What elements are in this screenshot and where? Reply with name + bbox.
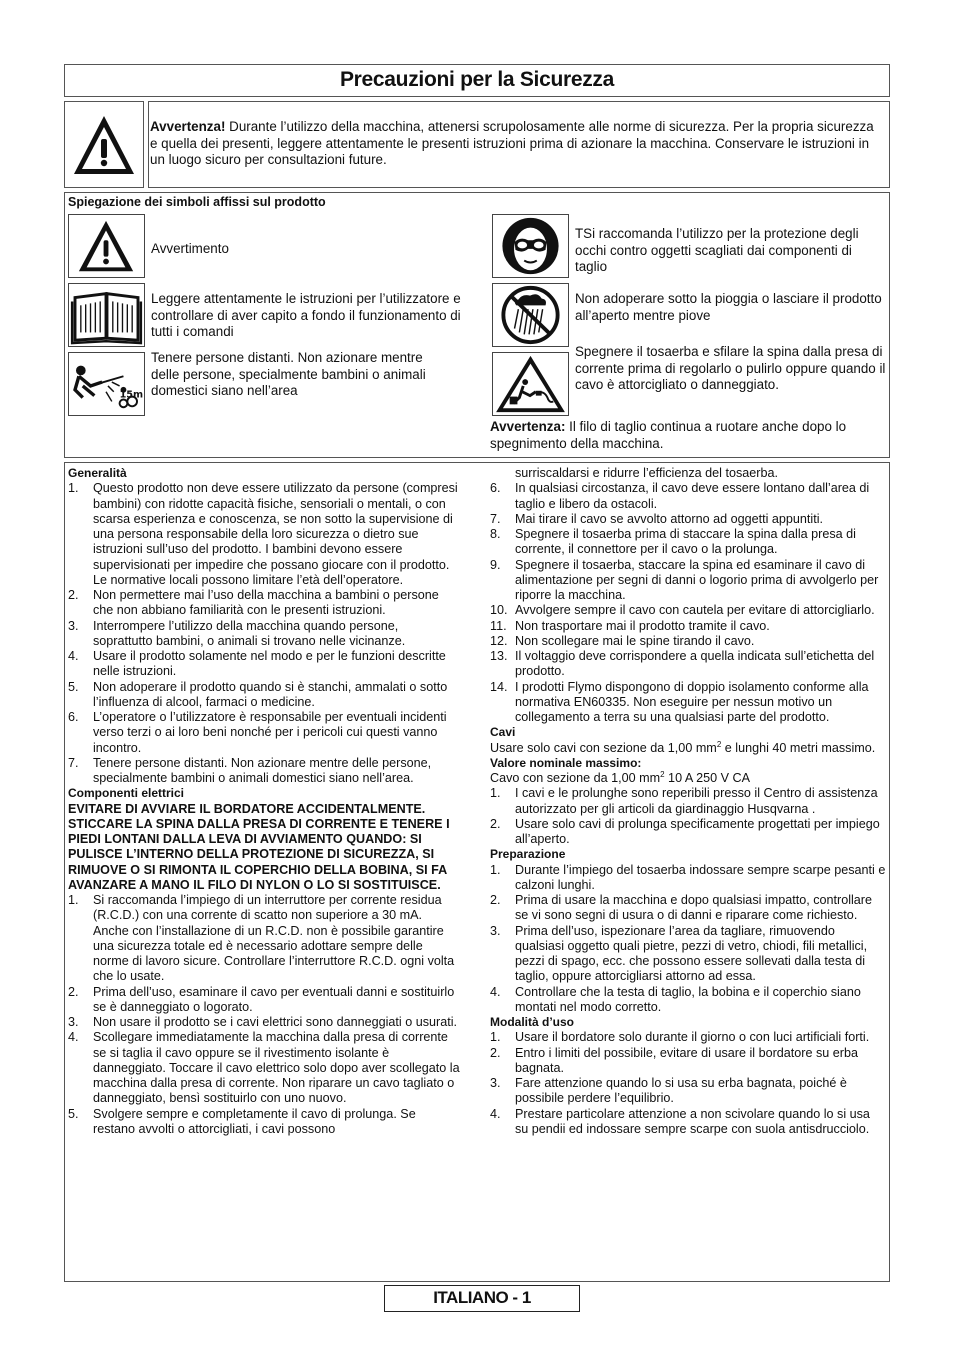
symbols-note-label: Avvertenza: [490, 419, 566, 434]
cables-heading: Cavi [490, 725, 516, 740]
electric-list [68, 893, 460, 1137]
list-item-number: 7. [68, 755, 79, 770]
list-item-text: Questo prodotto non deve essere utilizzato da persone (compresi bambini) con ridotte capacità fisiche, sensoriali o mentali, o con scarsa esperienza e conoscenza, se non sotto la supervisione di una persona responsabile della loro sicurezza o dietro sue istruzioni sull’uso del prodotto. I bambini devono essere supervisionati per impedire che possano giocare con il prodotto. Le normative locali possono limitare l’età dell’operatore. [93, 481, 458, 587]
warning-icon-box [64, 101, 144, 188]
list-item-text: Spegnere il tosaerba prima di staccare la spina dalla presa di corrente, il connettore per il cavo o la prolunga. [515, 527, 856, 557]
list-item [490, 680, 886, 726]
list-item-text: Svolgere sempre e completamente il cavo di prolunga. Se restano avvolti o attorcigliati, i cavi possono [93, 1106, 416, 1136]
list-item-text: Usare solo cavi di prolunga specificamente progettati per impiego all’aperto. [515, 816, 880, 846]
page-footer: ITALIANO - 1 [433, 1288, 531, 1307]
warning-triangle-icon [69, 215, 144, 277]
cables-text-b: e lunghi 40 metri massimo. [721, 740, 876, 755]
list-item-number: 2. [490, 893, 501, 907]
list-item [490, 512, 886, 527]
electric-cont-list [490, 481, 886, 725]
electric-continuation: surriscaldarsi e ridurre l’efficienza del tosaerba. [515, 466, 778, 480]
list-item [68, 756, 460, 787]
list-item [490, 786, 886, 817]
warning-text: Durante l’utilizzo della macchina, attenersi scrupolosamente alle norme di sicurezza. Per la propria sicurezza e quella dei presenti, leggere attentamente le presenti istruzioni prima di azionare la macchina. Conservare le istruzioni in un luogo sicuro per consultazioni future. [150, 119, 874, 167]
list-item [68, 1107, 460, 1138]
list-item-text: I prodotti Flymo dispongono di doppio isolamento conforme alla normativa EN60335. Non eseguire per nessun motivo un collegamento a terra su una qualsiasi parte del prodotto. [515, 679, 869, 724]
list-item-text: Usare il prodotto solamente nel modo e per le funzioni descritte nelle istruzioni. [93, 649, 446, 679]
rating-text-b: 10 A 250 V CA [664, 771, 750, 785]
list-item-number: 2. [490, 1045, 501, 1060]
rating-text [490, 771, 886, 786]
warning-triangle-icon [71, 112, 137, 178]
list-item-number: 5. [68, 1106, 79, 1121]
list-item-text: Prima dell’uso, esaminare il cavo per eventuali danni e sostituirlo se è danneggiato o logorato. [93, 984, 455, 1014]
svg-text:15m: 15m [119, 389, 144, 401]
list-item [490, 1030, 886, 1045]
symbol-unplug [492, 352, 569, 416]
list-item [490, 558, 886, 604]
symbol-read-manual-text: Leggere attentamente le istruzioni per l’utilizzatore e controllare di aver capito a fondo il funzionamento di tutti i comandi [151, 291, 461, 339]
list-item-text: Prima dell’uso, ispezionare l’area da tagliare, rimuovendo qualsiasi oggetto quali pietre, pezzi di vetro, chiodi, fili metallici, pezzi di spago, ecc. che possono essere sollevati dalla testa di taglio, oppure attorcigliarsi attorno ad essa. [515, 923, 868, 984]
footer-box [384, 1285, 580, 1312]
list-item-number: 2. [68, 984, 79, 999]
list-item-number: 1. [68, 481, 79, 496]
symbols-note [490, 419, 886, 452]
usage-list [490, 1030, 886, 1137]
list-item [490, 527, 886, 558]
list-item-number: 3. [68, 618, 79, 633]
list-item-text: Scollegare immediatamente la macchina dalla presa di corrente se si taglia il cavo oppure se il rivestimento isolante è danneggiato. Toccare il cavo elettrico solo dopo aver scollegato la macchina dalla presa di corrente. Non riparare un cavo tagliato o danneggiato, bensì sostituirlo con uno nuovo. [93, 1030, 460, 1106]
right-column [490, 466, 886, 1137]
list-item [490, 1076, 886, 1107]
read-manual-icon [69, 284, 144, 346]
list-item-text: Non usare il prodotto se i cavi elettrici sono danneggiati o usurati. [93, 1015, 458, 1029]
list-item-number: 2. [68, 588, 79, 602]
list-item-number: 1. [490, 862, 501, 877]
list-item-text: Avvolgere sempre il cavo con cautela per evitare di attorcigliarlo. [515, 603, 875, 618]
symbol-eye-protection [492, 214, 569, 278]
symbol-no-rain [492, 283, 569, 347]
cables-sup: 2 [716, 739, 722, 749]
list-item-text: Non scollegare mai le spine tirando il cavo. [515, 633, 755, 648]
list-item-text: Durante l’impiego del tosaerba indossare sempre scarpe pesanti e calzoni lunghi. [515, 862, 886, 892]
list-item-number: 3. [490, 1076, 501, 1090]
list-item-text: In qualsiasi circostanza, il cavo deve essere lontano dall’area di taglio e libero da ostacoli. [515, 481, 870, 511]
list-item [68, 893, 460, 985]
list-item-text: Tenere persone distanti. Non azionare mentre delle persone, specialmente bambini o animali domestici siano nell’area. [93, 755, 432, 785]
prep-heading: Preparazione [490, 847, 566, 862]
list-item-number: 4. [490, 1106, 501, 1121]
list-item-number: 4. [490, 984, 501, 999]
symbols-heading: Spiegazione dei simboli affissi sul prodotto [68, 195, 326, 209]
title-box [64, 64, 890, 97]
list-item-text: Fare attenzione quando lo si usa su erba bagnata, poiché è possibile perdere l’equilibrio. [515, 1076, 847, 1106]
symbols-note-text: Il filo di taglio continua a ruotare anche dopo lo spegnimento della macchina. [490, 419, 847, 451]
list-item-text: Controllare che la testa di taglio, la bobina e il coperchio siano montati nel modo corretto. [515, 984, 861, 1014]
eye-protection-icon [493, 215, 568, 277]
list-item-number: 1. [68, 893, 79, 907]
list-item [490, 985, 886, 1016]
list-item-number: 10. [490, 603, 508, 618]
electric-caps-warning: EVITARE DI AVVIARE IL BORDATORE ACCIDENTALMENTE. STICCARE LA SPINA DALLA PRESA DI CORRENTE E TENERE I PIEDI LONTANI DALLA LEVA DI AVVIAMENTO QUANDO: SI PULISCE L’INTERNO DELLA PROTEZIONE DI SICUREZZA, SI RIMUOVE O SI RIMONTA IL COPERCHIO DELLA BOBINA, SI FA AVANZARE A MANO IL FILO DI NYLON O LO SI SOSTITUISCE. [68, 801, 450, 892]
left-column [68, 466, 460, 1137]
list-item [490, 619, 886, 634]
cables-text [490, 741, 886, 756]
list-item-number: 7. [490, 511, 501, 526]
list-item-number: 6. [490, 481, 501, 496]
symbol-unplug-text: Spegnere il tosaerba e sfilare la spina dalla presa di corrente prima di regolarlo o pulirlo oppure quando il cavo è attorcigliato o danneggiato. [575, 344, 886, 392]
list-item-number: 12. [490, 633, 508, 648]
cables-text-a: Usare solo cavi con sezione da 1,00 mm [490, 740, 717, 755]
symbol-warning [68, 214, 145, 278]
page-title: Precauzioni per la Sicurezza [339, 68, 615, 91]
symbol-warning-text: Avvertimento [151, 241, 229, 256]
list-item-text: Prima di usare la macchina e dopo qualsiasi impatto, controllare se vi sono segni di usura o di danni e riparare come richiesto. [515, 893, 873, 923]
usage-heading: Modalità d’uso [490, 1015, 574, 1029]
list-item [68, 985, 460, 1016]
list-item [68, 1030, 460, 1106]
list-item-text: Non trasportare mai il prodotto tramite il cavo. [515, 618, 770, 633]
list-item-text: Entro i limiti del possibile, evitare di usare il bordatore su erba bagnata. [515, 1045, 858, 1075]
list-item [490, 1107, 886, 1138]
rating-heading: Valore nominale massimo: [490, 755, 642, 770]
symbol-read-manual [68, 283, 145, 347]
list-item [68, 649, 460, 680]
list-item [68, 710, 460, 756]
list-item [490, 924, 886, 985]
list-item-text: Il voltaggio deve corrispondere a quella indicata sull’etichetta del prodotto. [515, 649, 875, 679]
list-item-number: 4. [68, 649, 79, 663]
symbol-keep-away [68, 352, 145, 416]
list-item [490, 863, 886, 894]
list-item-number: 1. [490, 1030, 501, 1045]
rating-sup: 2 [660, 769, 665, 779]
list-item-text: Si raccomanda l’impiego di un interruttore per corrente residua (R.C.D.) con una corrente di scatto non superiore a 30 mA. Anche con l’installazione di un R.C.D. non è possibile garantire una sicurezza totale ed è necessario adottare sempre delle norme di lavoro sicure. Controllare l’interruttore R.C.D. ogni volta che lo usate. [93, 893, 455, 984]
warning-label: Avvertenza! [150, 119, 226, 134]
unplug-warning-icon [493, 353, 568, 415]
list-item-text: Usare il bordatore solo durante il giorno o con luci artificiali forti. [515, 1030, 870, 1045]
list-item-number: 3. [490, 923, 501, 938]
list-item [490, 649, 886, 680]
warning-text-box [148, 101, 890, 188]
list-item [490, 1046, 886, 1077]
list-item-text: Non permettere mai l’uso della macchina a bambini o persone che non abbiano familiarità con le presenti istruzioni. [93, 588, 439, 618]
list-item-text: L’operatore o l’utilizzatore è responsabile per eventuali incidenti verso terzi o ai loro beni nonché per i pericoli cui questi vanno incontro. [93, 710, 447, 755]
warning-paragraph [150, 119, 880, 169]
list-item [490, 481, 886, 512]
list-item-number: 3. [68, 1015, 79, 1029]
symbol-keep-away-text: Tenere persone distanti. Non azionare mentre delle persone, specialmente bambini o animali domestici siano nell’area [151, 350, 426, 398]
list-item [68, 481, 460, 588]
list-item-text: Prestare particolare attenzione a non scivolare quando lo si usa su pendii ed indossare sempre scarpe con suola antisdrucciolo. [515, 1106, 870, 1136]
list-item-number: 5. [68, 679, 79, 694]
rating-text-a: Cavo con sezione da 1,00 mm [490, 771, 661, 785]
list-item [490, 893, 886, 924]
no-rain-icon [493, 284, 568, 346]
list-item-text: Mai tirare il cavo se avvolto attorno ad oggetti appuntiti. [515, 511, 824, 526]
list-item-number: 14. [490, 679, 508, 694]
general-list [68, 481, 460, 786]
list-item-number: 2. [490, 816, 501, 831]
rating-list [490, 786, 886, 847]
list-item-text: I cavi e le prolunghe sono reperibili presso il Centro di assistenza autorizzato per gli articoli da giardinaggio Husqvarna . [515, 786, 878, 816]
list-item-number: 1. [490, 786, 501, 801]
list-item-number: 4. [68, 1030, 79, 1045]
list-item [490, 817, 886, 848]
list-item-number: 9. [490, 557, 501, 572]
list-item [490, 603, 886, 618]
general-heading: Generalità [68, 466, 127, 480]
list-item-number: 6. [68, 710, 79, 724]
list-item [490, 634, 886, 649]
symbol-eye-protection-text: TSi raccomanda l’utilizzo per la protezione degli occhi contro oggetti scagliati dai componenti di taglio [575, 226, 859, 274]
symbol-no-rain-text: Non adoperare sotto la pioggia o lasciare il prodotto all’aperto mentre piove [575, 291, 882, 323]
prep-list [490, 863, 886, 1016]
list-item [68, 588, 460, 619]
list-item-number: 13. [490, 649, 508, 663]
list-item [68, 1015, 460, 1030]
list-item-number: 8. [490, 527, 501, 541]
body-section [64, 462, 890, 1282]
keep-bystanders-away-icon [69, 353, 144, 415]
electric-heading: Componenti elettrici [68, 786, 185, 801]
list-item-text: Non adoperare il prodotto quando si è stanchi, ammalati o sotto l’influenza di alcool, farmaci o medicine. [93, 679, 448, 709]
list-item-number: 11. [490, 618, 507, 633]
symbols-section [64, 192, 890, 458]
list-item-text: Spegnere il tosaerba, staccare la spina ed esaminare il cavo di alimentazione per segni di danni o logorio prima di avvolgerlo per riporre la macchina. [515, 557, 879, 602]
list-item [68, 619, 460, 650]
list-item-text: Interrompere l’utilizzo della macchina quando persone, soprattutto bambini, o animali si trovano nelle vicinanze. [93, 618, 406, 648]
list-item [68, 680, 460, 711]
